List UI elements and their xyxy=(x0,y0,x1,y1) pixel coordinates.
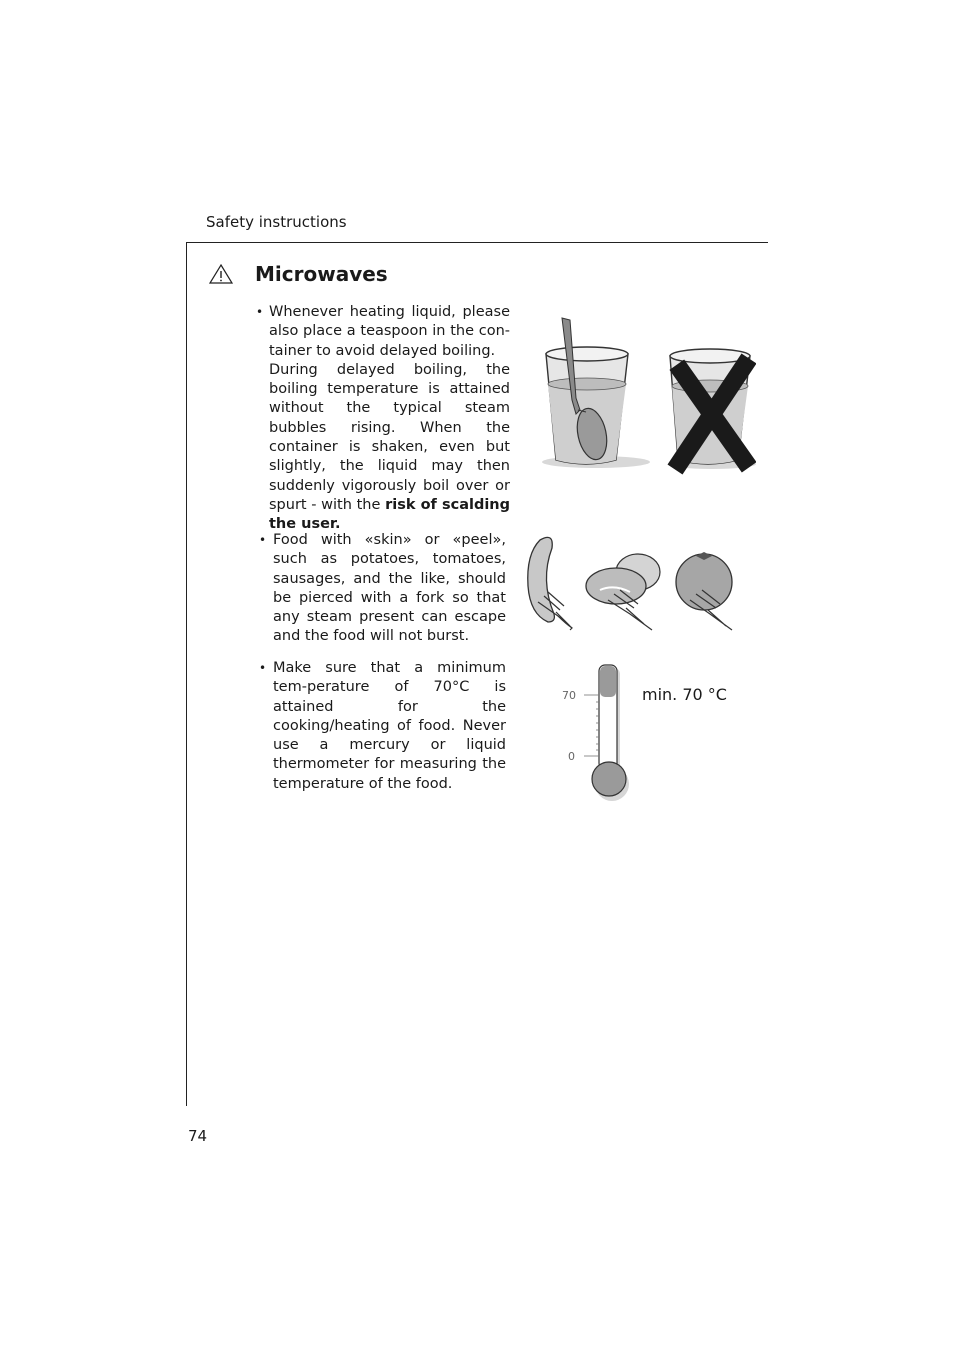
header-rule xyxy=(186,242,768,243)
bullet: • xyxy=(259,533,267,547)
min-temperature-label: min. 70 °C xyxy=(642,685,727,704)
glass-crossed-out-icon xyxy=(668,349,756,469)
item-text: Make sure that a minimum tem-perature of 70°C is attained for the cooking/heating of food. Never use a mercury or liquid thermometer for measuring the temperature of the food. xyxy=(273,660,506,792)
item-text: Food with «skin» or «peel», such as potatoes, tomatoes, sausages, and the like, should be pierced with a fork so that any steam present can escape and the food will not burst. xyxy=(273,532,506,645)
food-illustration xyxy=(514,530,744,634)
page-number: 74 xyxy=(188,1127,208,1145)
section-title: Microwaves xyxy=(255,262,388,286)
thermometer-empty-section xyxy=(600,666,616,697)
glasses-illustration xyxy=(540,314,756,476)
glass-with-spoon-icon xyxy=(542,318,650,468)
tick-label-70: 70 xyxy=(562,689,576,702)
item-text-continued xyxy=(269,361,510,535)
sausage-fork-icon xyxy=(528,537,572,630)
header-section-label: Safety instructions xyxy=(206,213,347,231)
item-text: Whenever heating liquid, please also place a teaspoon in the con-tainer to avoid delayed boiling. xyxy=(269,304,510,359)
bullet: • xyxy=(259,661,267,675)
thermometer-icon xyxy=(556,662,640,802)
potato-fork-icon xyxy=(586,554,660,630)
tomato-fork-icon xyxy=(676,552,732,630)
margin-rule xyxy=(186,242,187,1106)
warning-triangle-icon xyxy=(208,263,234,285)
bullet: • xyxy=(256,305,264,319)
item-warning-bold: risk of scalding the user. xyxy=(269,496,510,533)
list-item xyxy=(256,303,510,535)
list-item xyxy=(259,659,506,794)
list-item xyxy=(259,531,506,647)
tick-label-0: 0 xyxy=(568,750,575,763)
item-text-part: During delayed boiling, the boiling temperature is attained without the typical steam bubbles rising. When the container is shaken, even but slightly, the liquid may then suddenly vigorously boil over or spurt - with the xyxy=(269,361,510,513)
